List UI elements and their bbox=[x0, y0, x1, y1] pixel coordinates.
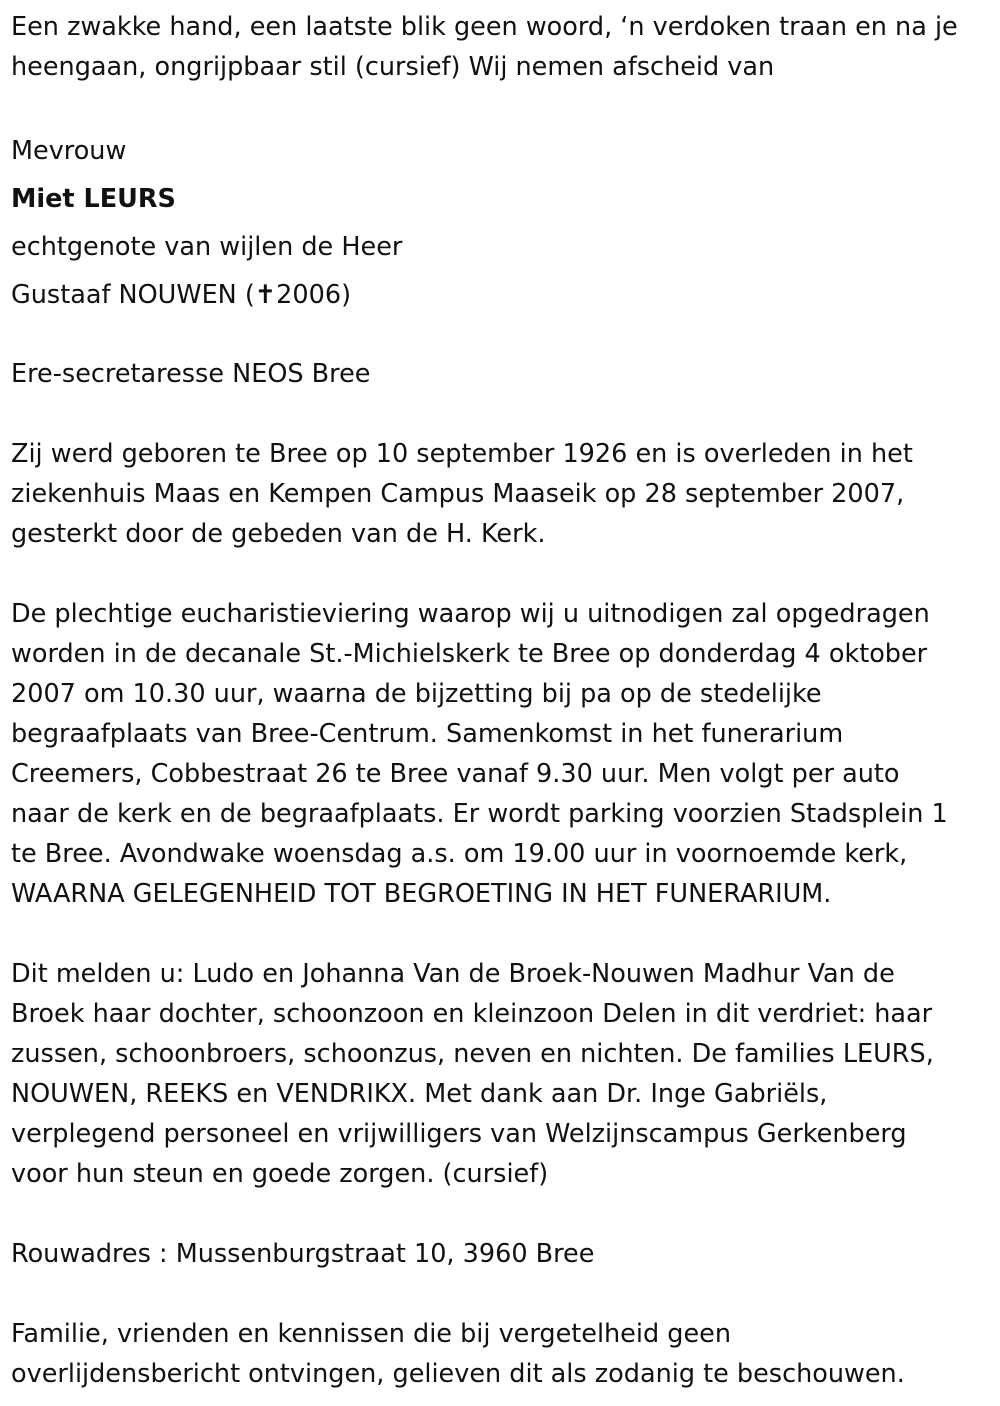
person-block bbox=[11, 127, 995, 319]
spacer bbox=[11, 554, 995, 594]
ceremony-paragraph bbox=[11, 594, 995, 914]
spacer bbox=[11, 87, 995, 127]
address-block bbox=[11, 1234, 995, 1274]
announcement-line: NOUWEN, REEKS en VENDRIKX. Met dank aan Dr. Inge Gabriëls, bbox=[11, 1079, 828, 1109]
honorary-title: Ere-secretaresse NEOS Bree bbox=[11, 359, 371, 389]
spacer bbox=[11, 319, 995, 354]
title-block bbox=[11, 354, 995, 394]
announcement-line: Broek haar dochter, schoonzoon en kleinzoon Delen in dit verdriet: haar bbox=[11, 999, 933, 1029]
ceremony-line: naar de kerk en de begraafplaats. Er wordt parking voorzien Stadsplein 1 bbox=[11, 799, 948, 829]
intro-line: heengaan, ongrijpbaar stil (cursief) Wij nemen afscheid van bbox=[11, 52, 775, 82]
ceremony-line: Creemers, Cobbestraat 26 te Bree vanaf 9.30 uur. Men volgt per auto bbox=[11, 759, 900, 789]
salutation: Mevrouw bbox=[11, 136, 127, 166]
announcement-line: zussen, schoonbroers, schoonzus, neven en nichten. De families LEURS, bbox=[11, 1039, 934, 1069]
birth-death-line: Zij werd geboren te Bree op 10 september 1926 en is overleden in het bbox=[11, 439, 913, 469]
announcement-line: Dit melden u: Ludo en Johanna Van de Broek-Nouwen Madhur Van de bbox=[11, 959, 895, 989]
announcement-line: verplegend personeel en vrijwilligers van Welzijnscampus Gerkenberg bbox=[11, 1119, 907, 1149]
ceremony-line: WAARNA GELEGENHEID TOT BEGROETING IN HET FUNERARIUM. bbox=[11, 879, 832, 909]
obituary-document bbox=[11, 0, 995, 1394]
announcement-paragraph bbox=[11, 954, 995, 1194]
birth-death-line: ziekenhuis Maas en Kempen Campus Maaseik op 28 september 2007, bbox=[11, 479, 905, 509]
spouse-line: echtgenote van wijlen de Heer bbox=[11, 232, 403, 262]
spacer bbox=[11, 1274, 995, 1314]
closing-line: overlijdensbericht ontvingen, gelieven dit als zodanig te beschouwen. bbox=[11, 1359, 905, 1389]
intro-paragraph bbox=[11, 0, 995, 87]
spacer bbox=[11, 914, 995, 954]
closing-paragraph bbox=[11, 1314, 995, 1394]
ceremony-line: De plechtige eucharistieviering waarop wij u uitnodigen zal opgedragen bbox=[11, 599, 930, 629]
birth-death-line: gesterkt door de gebeden van de H. Kerk. bbox=[11, 519, 546, 549]
spacer bbox=[11, 394, 995, 434]
ceremony-line: 2007 om 10.30 uur, waarna de bijzetting bij pa op de stedelijke bbox=[11, 679, 822, 709]
birth-death-paragraph bbox=[11, 434, 995, 554]
deceased-name: Miet LEURS bbox=[11, 184, 176, 214]
intro-line: Een zwakke hand, een laatste blik geen woord, ‘n verdoken traan en na je bbox=[11, 12, 958, 42]
ceremony-line: worden in de decanale St.-Michielskerk te Bree op donderdag 4 oktober bbox=[11, 639, 928, 669]
spouse-name: Gustaaf NOUWEN (✝2006) bbox=[11, 280, 352, 310]
spacer bbox=[11, 1194, 995, 1234]
ceremony-line: begraafplaats van Bree-Centrum. Samenkomst in het funerarium bbox=[11, 719, 844, 749]
mourning-address: Rouwadres : Mussenburgstraat 10, 3960 Bree bbox=[11, 1239, 595, 1269]
announcement-line: voor hun steun en goede zorgen. (cursief) bbox=[11, 1159, 549, 1189]
ceremony-line: te Bree. Avondwake woensdag a.s. om 19.00 uur in voornoemde kerk, bbox=[11, 839, 908, 869]
closing-line: Familie, vrienden en kennissen die bij vergetelheid geen bbox=[11, 1319, 731, 1349]
